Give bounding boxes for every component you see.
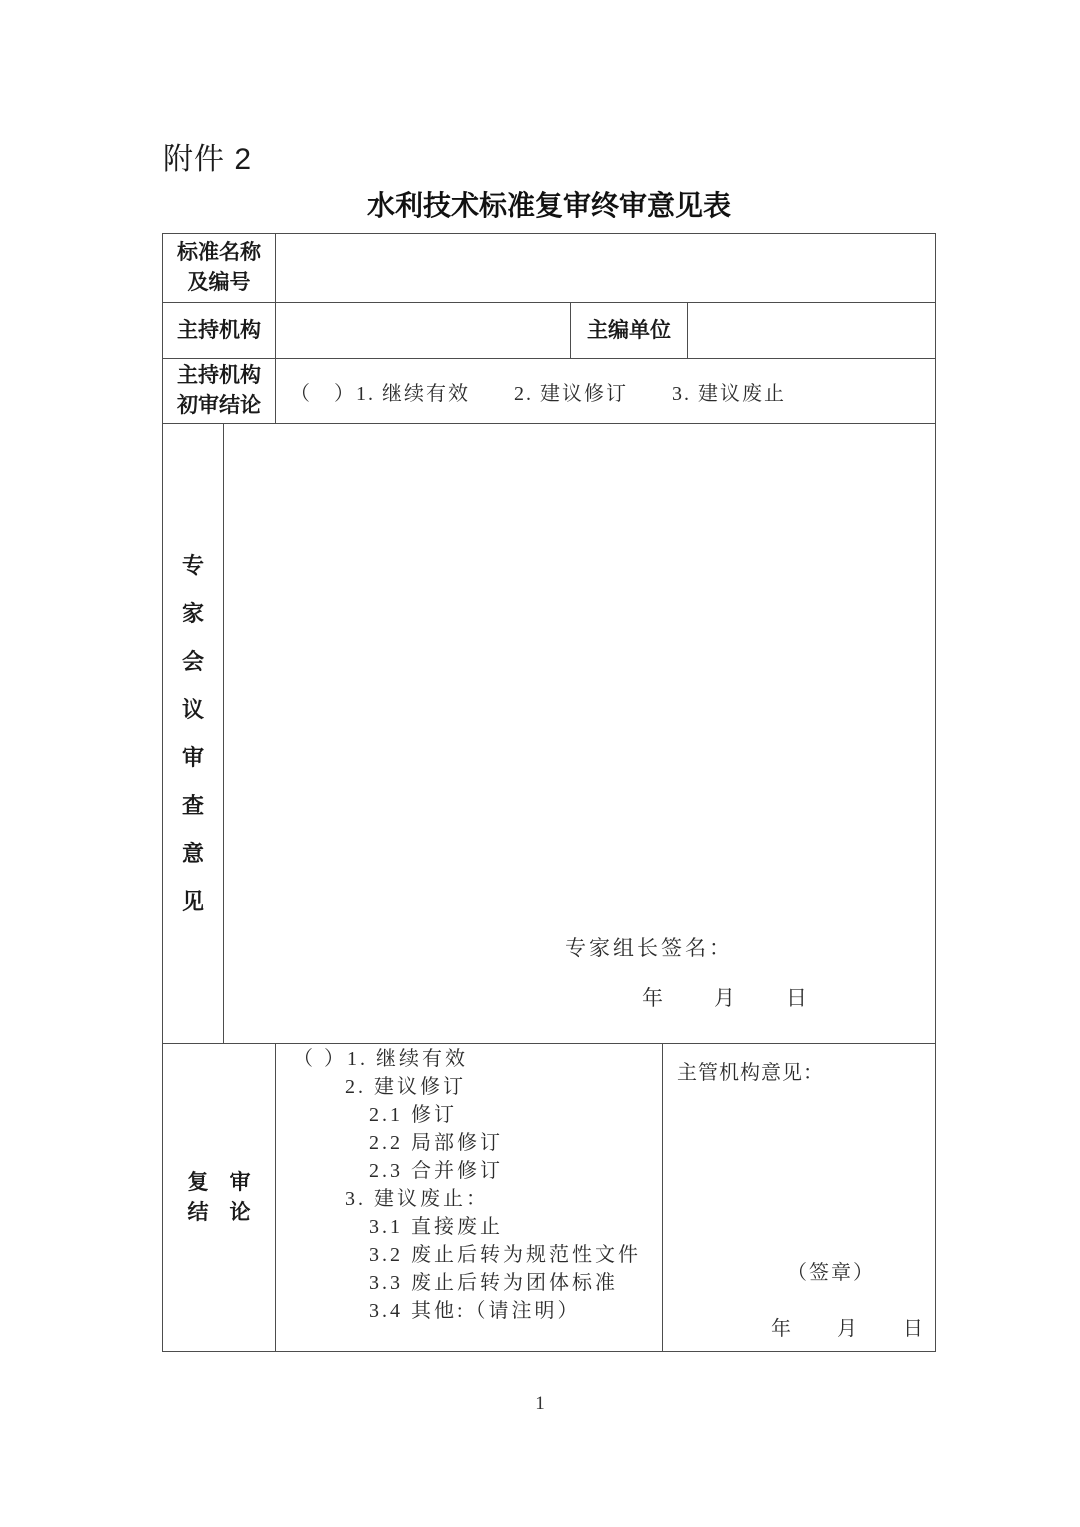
final-conclusion-row (163, 1044, 935, 1351)
standard-name-value-cell (276, 234, 935, 302)
final-conclusion-label (163, 1044, 276, 1351)
final-options-cell (276, 1044, 663, 1351)
final-option-item: 2.1 修订 (369, 1104, 457, 1126)
expert-review-area (224, 424, 935, 1043)
supervisor-date: 年 月 日 (771, 1318, 925, 1340)
preliminary-label-line2: 初审结论 (177, 394, 261, 417)
standard-name-label-line1: 标准名称 (177, 241, 261, 264)
supervisor-opinion-cell (663, 1044, 935, 1351)
final-option-item: （ ）1. 继续有效 (293, 1048, 468, 1070)
preliminary-label (163, 359, 276, 423)
expert-label-char: 家 (181, 600, 204, 626)
final-option-item: 2.3 合并修订 (369, 1160, 503, 1182)
final-option-item: 3.1 直接废止 (369, 1216, 503, 1238)
final-option-item: 3.4 其他:（请注明） (369, 1300, 581, 1322)
expert-label-char: 意 (181, 840, 204, 866)
chief-editor-value-cell (688, 303, 935, 358)
expert-label-char: 查 (181, 792, 204, 818)
preliminary-options: （ ）1. 继续有效 2. 建议修订 3. 建议废止 (276, 359, 935, 423)
expert-label-char: 议 (181, 696, 204, 722)
supervisor-opinion-label: 主管机构意见： (677, 1062, 824, 1084)
final-label-line2: 结 论 (187, 1200, 251, 1224)
seal-label: （签章） (787, 1262, 875, 1284)
host-org-label (163, 303, 276, 358)
signature-date: 年 月 日 (642, 986, 810, 1010)
expert-review-row (163, 424, 935, 1044)
expert-review-label (163, 424, 224, 1043)
final-options-list (276, 1044, 662, 1325)
standard-name-label-line2: 及编号 (187, 271, 251, 294)
final-option-item: 2.2 局部修订 (369, 1132, 503, 1154)
expert-label-char: 会 (181, 648, 204, 674)
chief-editor-label (571, 303, 688, 358)
standard-name-label (163, 234, 276, 302)
final-option-item: 2. 建议修订 (345, 1076, 466, 1098)
final-option-item: 3. 建议废止： (345, 1188, 489, 1210)
review-form-table (162, 233, 936, 1352)
standard-name-row (163, 234, 935, 303)
signature-label: 专家组长签名： (565, 936, 733, 960)
preliminary-row (163, 359, 935, 424)
page-number: 1 (535, 1393, 545, 1414)
expert-label-char: 专 (181, 552, 204, 578)
expert-label-char: 见 (181, 888, 204, 914)
final-option-item: 3.3 废止后转为团体标准 (369, 1272, 618, 1294)
host-org-label-text: 主持机构 (177, 318, 261, 342)
final-option-item: 3.2 废止后转为规范性文件 (369, 1244, 641, 1266)
expert-label-char: 审 (181, 744, 204, 770)
attachment-label: 附件 2 (163, 143, 253, 176)
host-org-value-cell (276, 303, 571, 358)
preliminary-label-line1: 主持机构 (177, 364, 261, 387)
final-label-line1: 复 审 (187, 1170, 251, 1194)
chief-editor-label-text: 主编单位 (587, 318, 671, 342)
host-org-row (163, 303, 935, 359)
form-title: 水利技术标准复审终审意见表 (366, 190, 731, 221)
